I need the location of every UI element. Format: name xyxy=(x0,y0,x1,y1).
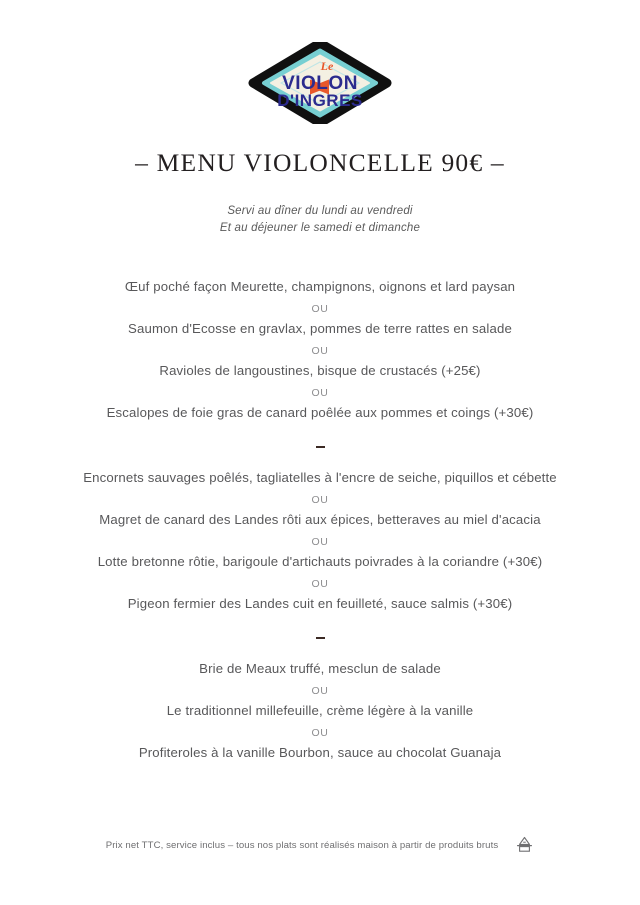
menu-separator: OU xyxy=(311,345,329,357)
menu-item: Le traditionnel millefeuille, crème légère à la vanille xyxy=(166,703,474,718)
course-entrees xyxy=(0,278,640,425)
course-plats xyxy=(0,469,640,616)
course-divider xyxy=(0,616,640,660)
footer-note: Prix net TTC, service inclus – tous nos plats sont réalisés maison à partir de produits bruts xyxy=(105,839,499,851)
menu-separator: OU xyxy=(311,494,329,506)
divider-dash-icon xyxy=(316,446,325,448)
course-divider xyxy=(0,425,640,469)
menu-item: Encornets sauvages poêlés, tagliatelles à l'encre de seiche, piquillos et cébette xyxy=(83,470,557,485)
menu-item: Lotte bretonne rôtie, barigoule d'artichauts poivrades à la coriandre (+30€) xyxy=(97,554,543,569)
menu-availability-note xyxy=(0,203,640,237)
page-title: – MENU VIOLONCELLE 90€ – xyxy=(135,148,505,177)
menu-item: Pigeon fermier des Landes cuit en feuilleté, sauce salmis (+30€) xyxy=(127,596,513,611)
menu-separator: OU xyxy=(311,578,329,590)
menu-item: Profiteroles à la vanille Bourbon, sauce au chocolat Guanaja xyxy=(138,745,502,760)
availability-line-1: Servi au dîner du lundi au vendredi xyxy=(227,205,413,217)
availability-line-2: Et au déjeuner le samedi et dimanche xyxy=(219,222,421,234)
logo-word-violon: VIOLON xyxy=(282,73,358,94)
menu-item: Œuf poché façon Meurette, champignons, oignons et lard paysan xyxy=(124,279,516,294)
menu-item: Ravioles de langoustines, bisque de crustacés (+25€) xyxy=(159,363,481,378)
menu-item: Magret de canard des Landes rôti aux épices, betteraves au miel d'acacia xyxy=(99,512,541,527)
menu-separator: OU xyxy=(311,727,329,739)
menu-separator: OU xyxy=(311,536,329,548)
logo-diamond-icon xyxy=(245,42,395,124)
menu-item: Brie de Meaux truffé, mesclun de salade xyxy=(199,661,441,676)
divider-dash-icon xyxy=(316,637,325,639)
menu-item: Saumon d'Ecosse en gravlax, pommes de terre rattes en salade xyxy=(128,321,512,336)
menu-separator: OU xyxy=(311,685,329,697)
course-desserts xyxy=(0,660,640,765)
restaurant-logo xyxy=(0,42,640,124)
menu-item: Escalopes de foie gras de canard poêlée aux pommes et coings (+30€) xyxy=(106,405,534,420)
menu-courses xyxy=(0,278,640,765)
fait-maison-icon xyxy=(515,836,534,854)
menu-separator: OU xyxy=(311,387,329,399)
logo-script-le: Le xyxy=(320,59,334,73)
footer xyxy=(0,836,640,854)
logo-word-dingres: D'INGRES xyxy=(277,91,363,110)
menu-separator: OU xyxy=(311,303,329,315)
